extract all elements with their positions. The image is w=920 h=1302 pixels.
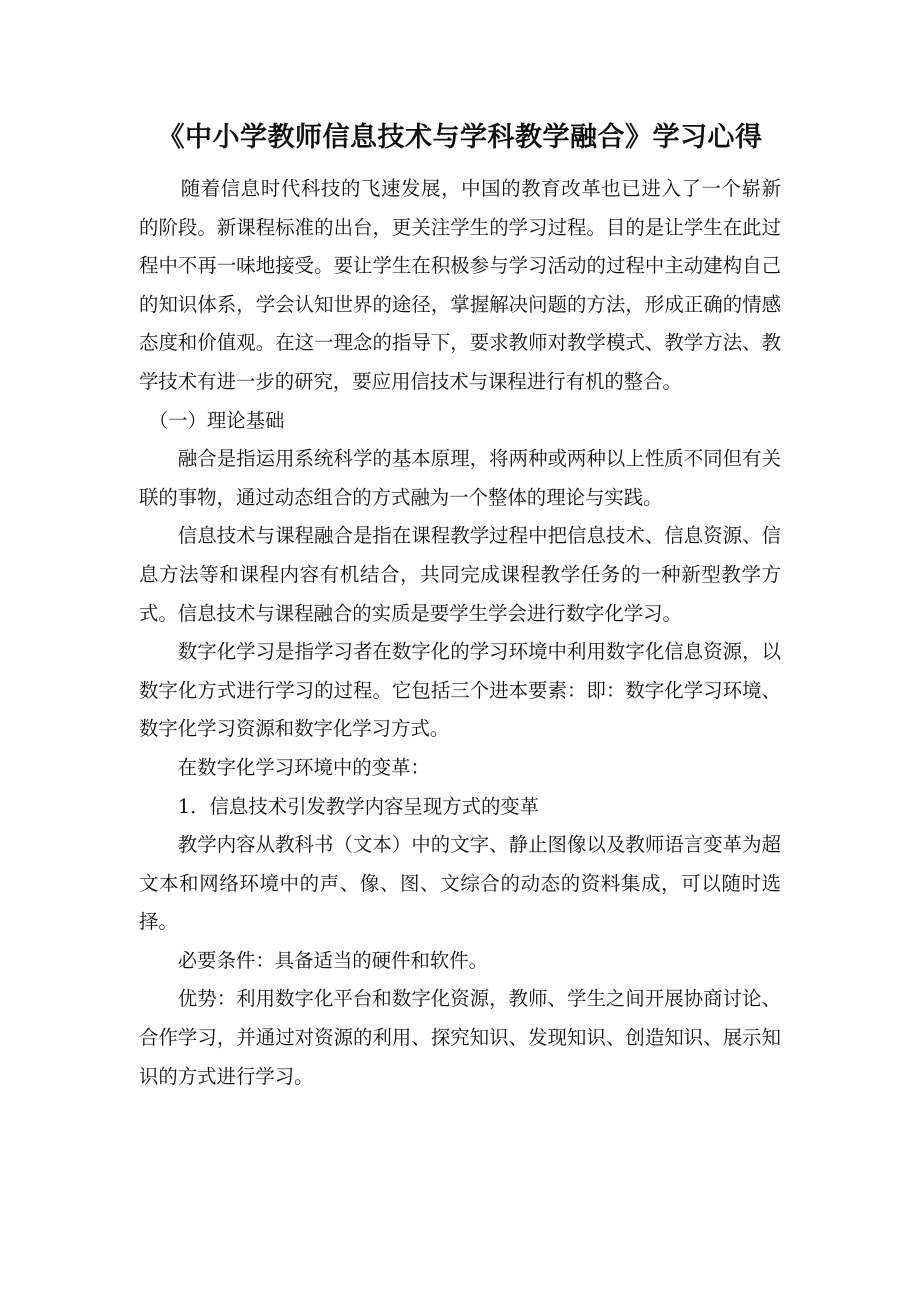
paragraph-advantages: 优势：利用数字化平台和数字化资源，教师、学生之间开展协商讨论、合作学习，并通过对资源的利用、探究知识、发现知识、创造知识、展示知识的方式进行学习。	[139, 987, 781, 1088]
paragraph-requirements: 必要条件：具备适当的硬件和软件。	[177, 948, 489, 972]
paragraph-digital-learning: 数字化学习是指学习者在数字化的学习环境中利用数字化信息资源，以数字化方式进行学习的过程。它包括三个进本要素：即：数字化学习环境、数字化学习资源和数字化学习方式。	[139, 640, 781, 741]
document-title: 《中小学教师信息技术与学科教学融合》学习心得	[157, 122, 763, 153]
paragraph-fusion-definition: 融合是指运用系统科学的基本原理，将两种或两种以上性质不同但有关联的事物，通过动态组合的方式融为一个整体的理论与实践。	[139, 447, 781, 509]
list-item-1-heading: 1．信息技术引发教学内容呈现方式的变革	[177, 794, 540, 818]
paragraph-environment-changes: 在数字化学习环境中的变革：	[177, 755, 430, 779]
document-body	[139, 170, 781, 1096]
paragraph-content-presentation: 教学内容从教科书（文本）中的文字、静止图像以及教师语言变革为超文本和网络环境中的声、像、图、文综合的动态的资料集成，可以随时选择。	[139, 833, 781, 934]
intro-paragraph: 随着信息时代科技的飞速发展，中国的教育改革也已进入了一个崭新的阶段。新课程标准的出台，更关注学生的学习过程。目的是让学生在此过程中不再一味地接受。要让学生在积极参与学习活动的过程中主动建构自己的知识体系，学会认知世界的途径，掌握解决问题的方法，形成正确的情感态度和价值观。在这一理念的指导下，要求教师对教学模式、教学方法、教学技术有进一步的研究，要应用信技术与课程进行有机的整合。	[139, 177, 781, 393]
paragraph-it-curriculum-fusion: 信息技术与课程融合是指在课程教学过程中把信息技术、信息资源、信息方法等和课程内容有机结合，共同完成课程教学任务的一种新型教学方式。信息技术与课程融合的实质是要学生学会进行数字化学习。	[139, 524, 781, 625]
section-heading-theory: （一）理论基础	[148, 408, 285, 432]
